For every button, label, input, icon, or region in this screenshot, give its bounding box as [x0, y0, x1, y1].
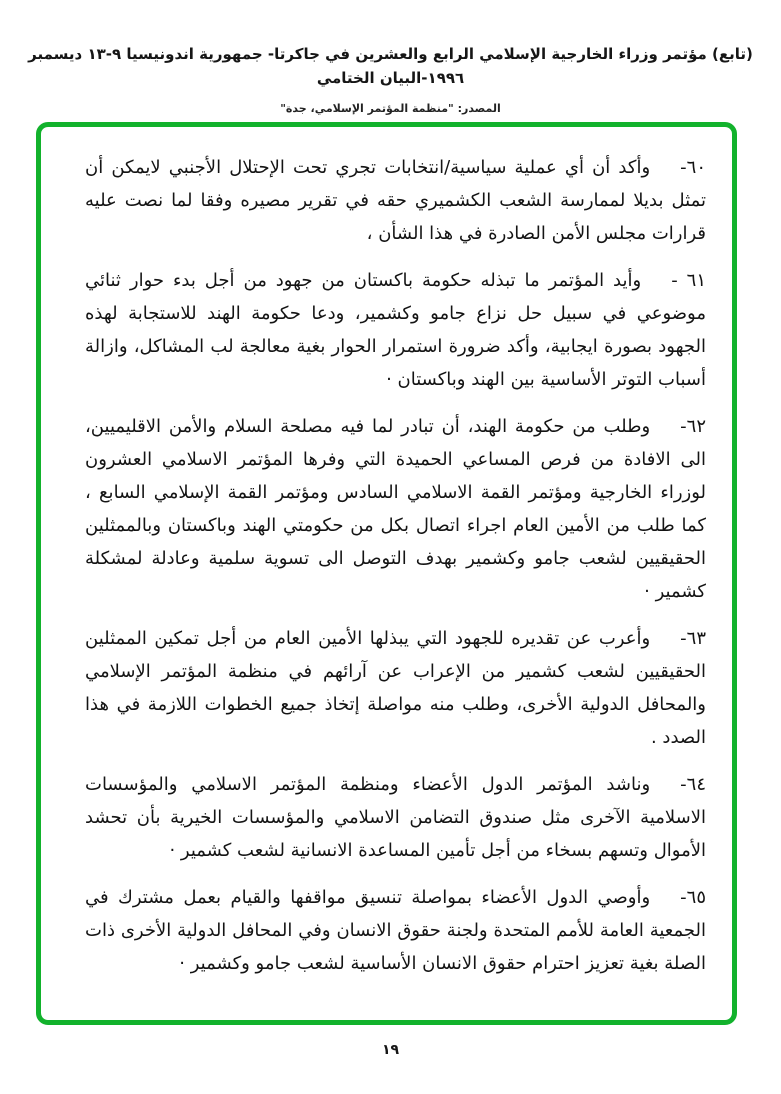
clause-number: ٦٢-: [680, 416, 706, 437]
clause-number: ٦٠-: [680, 157, 706, 178]
clause-text: وأيد المؤتمر ما تبذله حكومة باكستان من جهود من أجل بدء حوار ثنائي موضوعي في سبيل حل نزاع جامو وكشمير، ودعا حكومة الهند للاستجابة لهذه الجهود بصورة ايجابية، وأكد ضرورة استمرار الحوار بغية معالجة لب المشاكل، وازالة أسباب التوتر الأساسية بين الهند وباكستان ·: [85, 270, 706, 390]
page-number: ١٩: [381, 1042, 400, 1058]
paragraph-61: [85, 264, 706, 396]
clause-number: ٦٣-: [680, 628, 706, 649]
clause-number: ٦٤-: [680, 774, 706, 795]
paragraph-63: [85, 622, 706, 754]
paragraph-64: [85, 768, 706, 867]
header-source: المصدر: "منظمة المؤتمر الإسلامي، جدة": [280, 102, 501, 115]
clause-number: ٦١ -: [671, 270, 706, 291]
paragraph-62: [85, 410, 706, 608]
paragraph-65: [85, 881, 706, 980]
header-title: (تابع) مؤتمر وزراء الخارجية الإسلامي الرابع والعشرين في جاكرتا- جمهورية اندونيسيا ٩-١٣ ديسمبر ١٩٩٦-البيان الختامي: [28, 45, 753, 87]
green-border-frame: [36, 122, 737, 1025]
clause-text: وأوصي الدول الأعضاء بمواصلة تنسيق مواقفها والقيام بعمل مشترك في الجمعية العامة للأمم المتحدة ولجنة حقوق الانسان وفي المحافل الدولية الأخرى ذات الصلة بغية تعزيز احترام حقوق الانسان الأساسية لشعب جامو وكشمير ·: [85, 887, 706, 974]
clause-text: وطلب من حكومة الهند، أن تبادر لما فيه مصلحة السلام والأمن الاقليميين، الى الافادة من فرص المساعي الحميدة التي وفرها المؤتمر الاسلامي العشرون لوزراء الخارجية ومؤتمر القمة الاسلامي السادس ومؤتمر القمة الإسلامي السابع ، كما طلب من الأمين العام اجراء اتصال بكل من حكومتي الهند وباكستان وبالممثلين الحقيقيين لشعب جامو وكشمير بهدف التوصل الى تسوية سلمية وعادلة لمشكلة كشمير ·: [85, 416, 706, 602]
document-header: [18, 42, 763, 115]
clause-number: ٦٥-: [680, 887, 706, 908]
clause-text: وأعرب عن تقديره للجهود التي يبذلها الأمين العام من أجل تمكين الممثلين الحقيقيين لشعب كشمير من الإعراب عن آرائهم في منظمة المؤتمر الإسلامي والمحافل الدولية الأخرى، وطلب منه مواصلة إتخاذ جميع الخطوات اللازمة في هذا الصدد .: [85, 628, 706, 748]
clause-text: وناشد المؤتمر الدول الأعضاء ومنظمة المؤتمر الاسلامي والمؤسسات الاسلامية الآخرى مثل صندوق التضامن الاسلامي والمؤسسات الخيرية بأن تحشد الأموال وتسهم بسخاء من أجل تأمين المساعدة الانسانية لشعب كشمير ·: [85, 774, 706, 861]
clause-text: وأكد أن أي عملية سياسية/انتخابات تجري تحت الإحتلال الأجنبي لايمكن أن تمثل بديلا لممارسة الشعب الكشميري حقه في تقرير مصيره وفقا لما نصت عليه قرارات مجلس الأمن الصادرة في هذا الشأن ،: [85, 157, 706, 244]
paragraph-60: [85, 151, 706, 250]
